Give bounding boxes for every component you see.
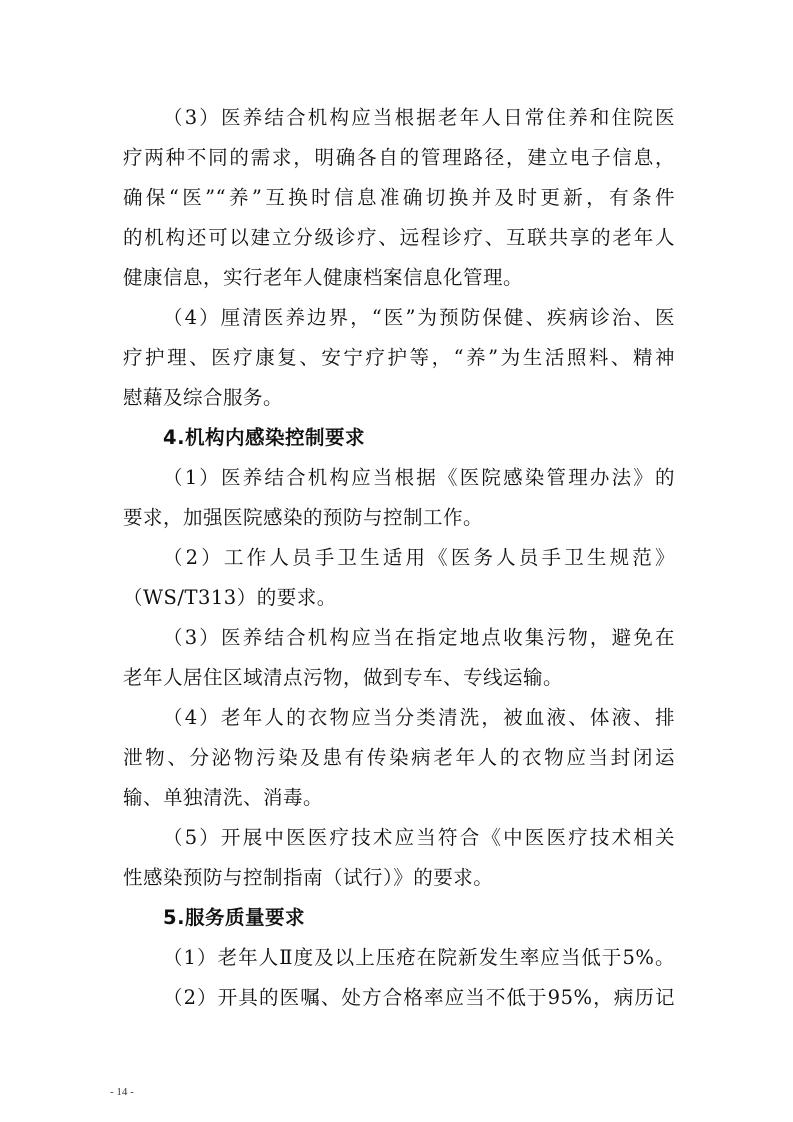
paragraph-line: （4）老年人的衣物应当分类清洗，被血液、体液、排 [163, 706, 675, 729]
paragraph-line: （5）开展中医医疗技术应当符合《中医医疗技术相关 [163, 826, 675, 849]
section-heading: 4.机构内感染控制要求 [163, 426, 365, 449]
paragraph-line: （3）医养结合机构应当在指定地点收集污物，避免在 [163, 626, 675, 649]
paragraph-line: （2）工作人员手卫生适用《医务人员手卫生规范》 [163, 546, 675, 569]
paragraph-line: 老年人居住区域清点污物，做到专车、专线运输。 [123, 666, 564, 689]
paragraph-line: （4）厘清医养边界，“医”为预防保健、疾病诊治、医 [163, 306, 675, 329]
paragraph-line: 的机构还可以建立分级诊疗、远程诊疗、互联共享的老年人 [123, 226, 675, 249]
paragraph-line: 输、单独清洗、消毒。 [123, 786, 324, 809]
paragraph-line: （1）老年人Ⅱ度及以上压疮在院新发生率应当低于5%。 [163, 946, 675, 969]
paragraph-line: （1）医养结合机构应当根据《医院感染管理办法》的 [163, 466, 675, 489]
paragraph-line: 确保“医”“养”互换时信息准确切换并及时更新，有条件 [123, 186, 675, 209]
paragraph-line: （3）医养结合机构应当根据老年人日常住养和住院医 [163, 106, 675, 129]
paragraph-line: 要求，加强医院感染的预防与控制工作。 [123, 506, 484, 529]
paragraph-line: （2）开具的医嘱、处方合格率应当不低于95%，病历记 [163, 986, 675, 1009]
paragraph-line: 疗两种不同的需求，明确各自的管理路径，建立电子信息， [123, 146, 675, 169]
section-heading: 5.服务质量要求 [163, 906, 305, 929]
paragraph-line: 性感染预防与控制指南（试行）》的要求。 [123, 866, 494, 889]
paragraph-line: 泄物、分泌物污染及患有传染病老年人的衣物应当封闭运 [123, 746, 675, 769]
paragraph-line: 健康信息，实行老年人健康档案信息化管理。 [123, 266, 524, 289]
page-number: - 14 - [110, 1086, 134, 1098]
paragraph-line: （WS/T313）的要求。 [123, 586, 337, 609]
paragraph-line: 疗护理、医疗康复、安宁疗护等，“养”为生活照料、精神 [123, 346, 675, 369]
paragraph-line: 慰藉及综合服务。 [123, 386, 284, 409]
